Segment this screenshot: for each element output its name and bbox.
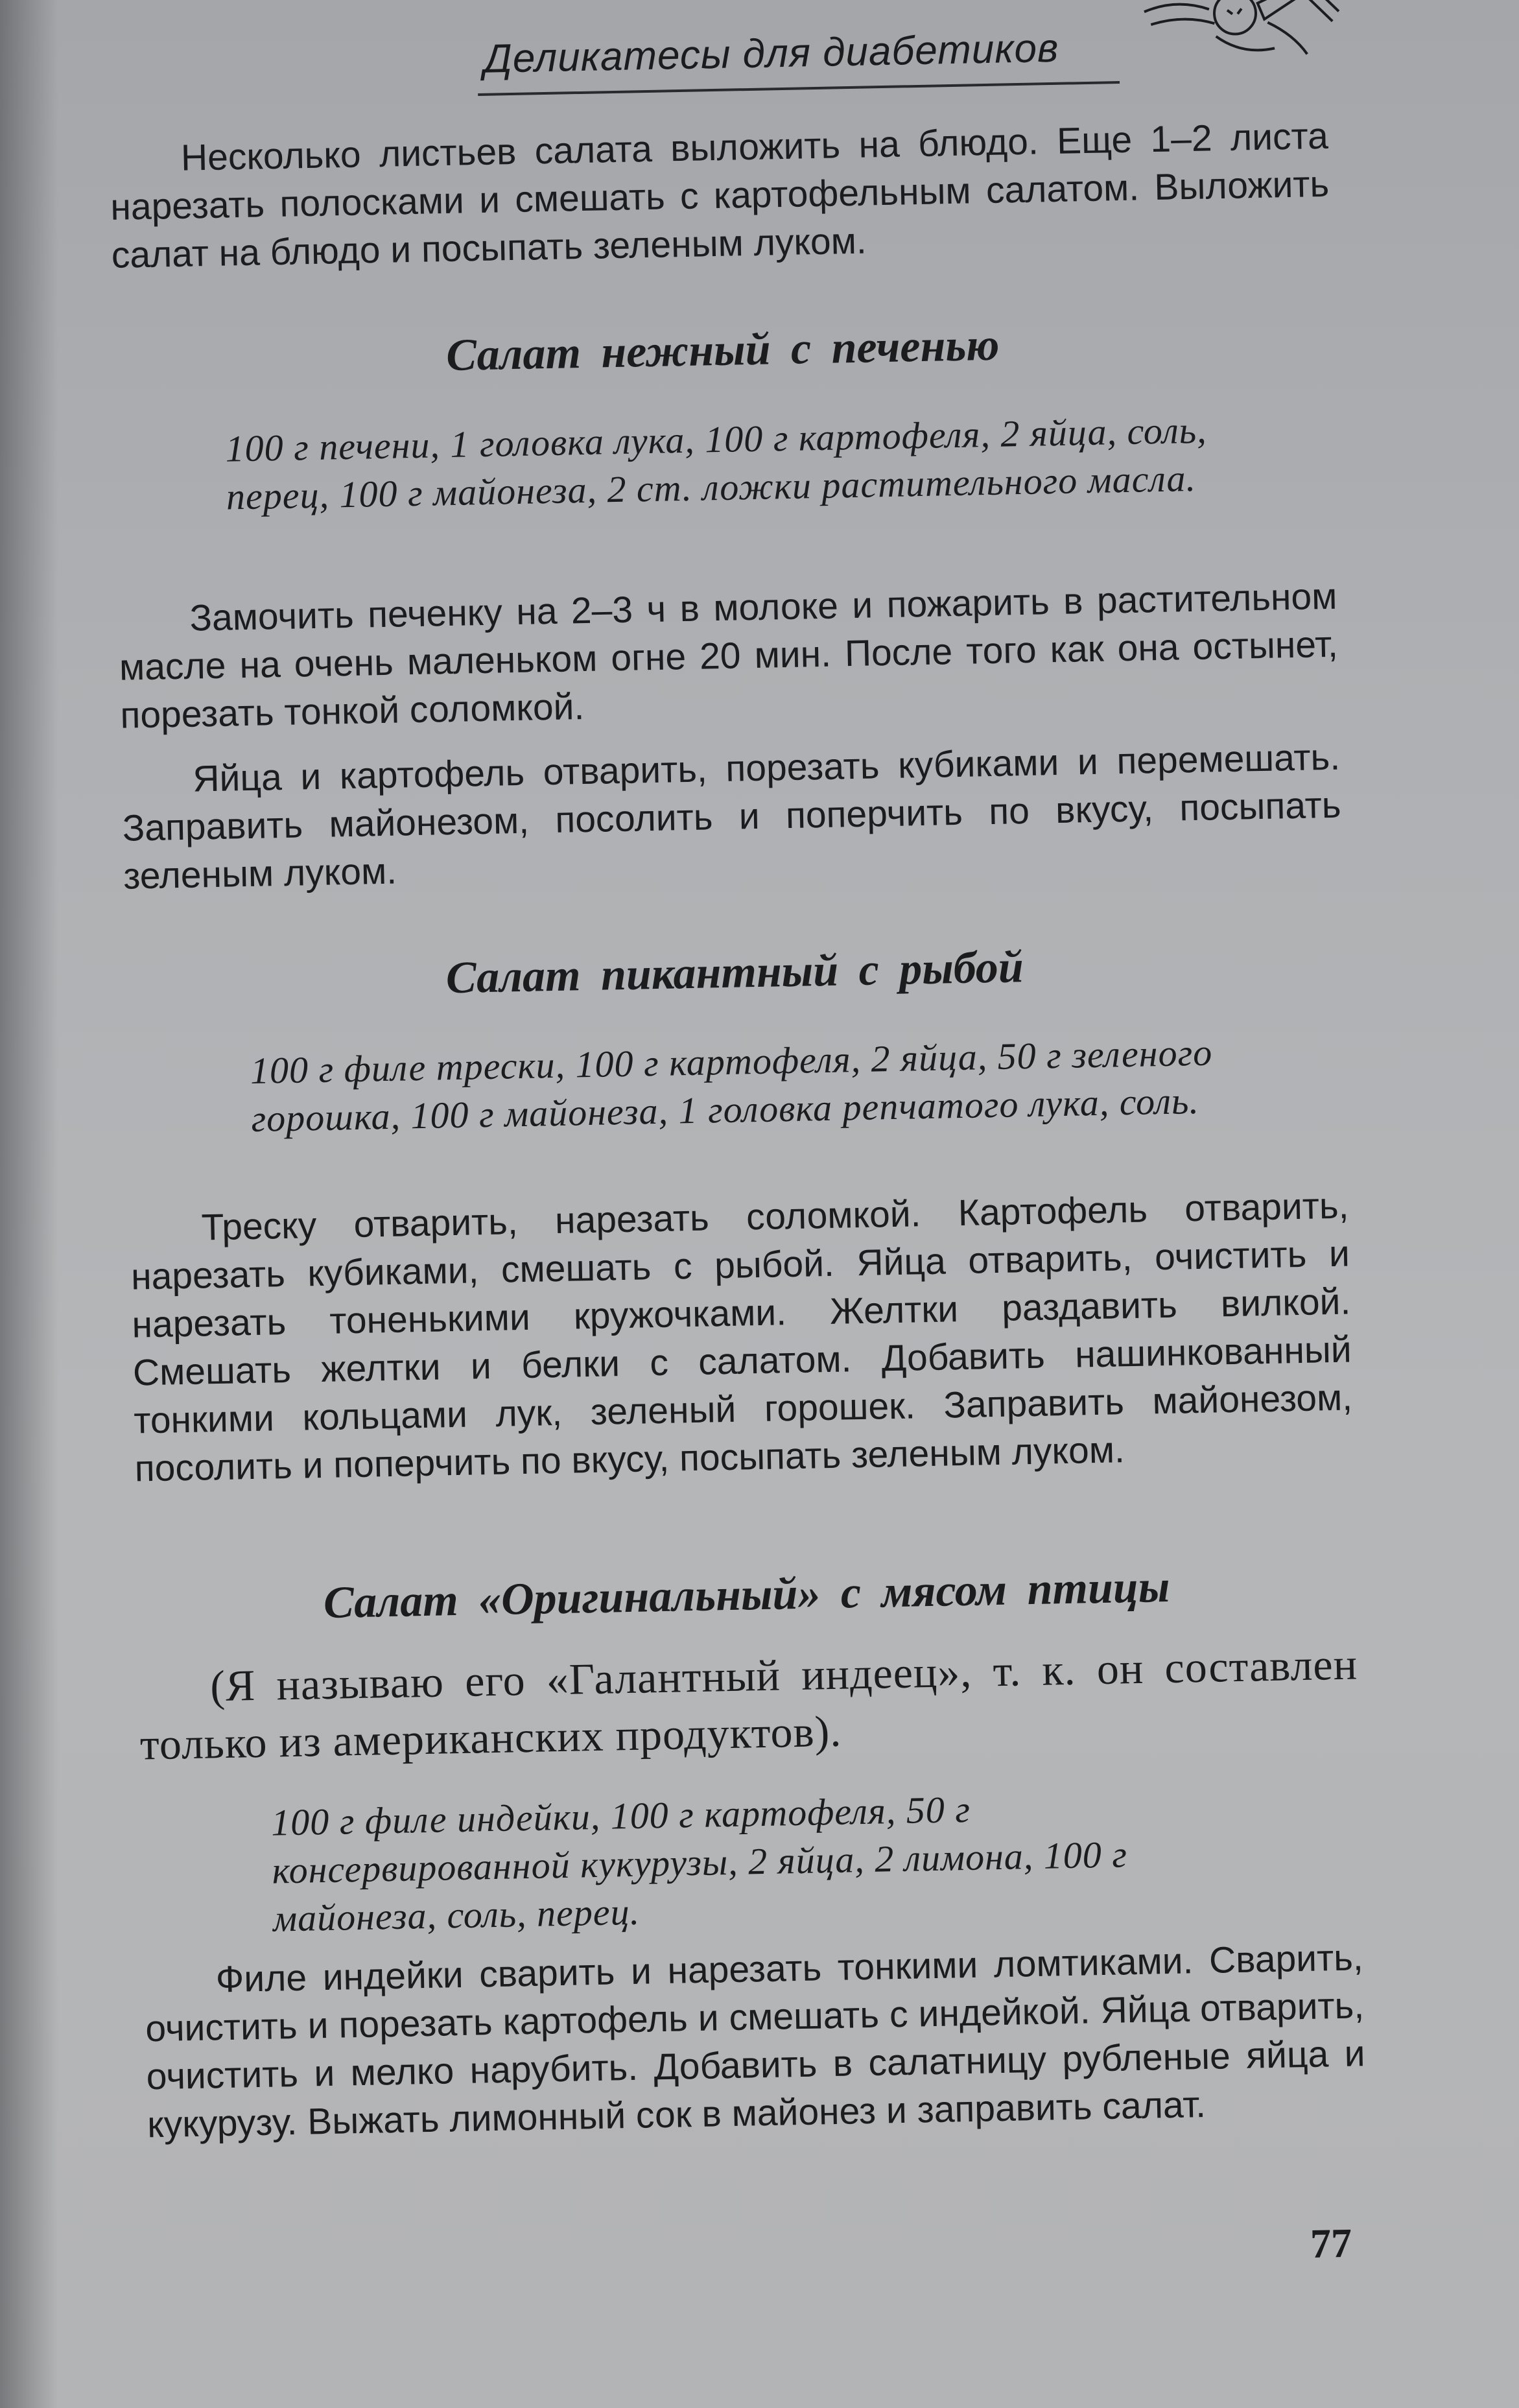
recipe-author-note: (Я называю его «Галантный индеец», т. к. он составлен только из американских продуктов).	[139, 1639, 1358, 1769]
recipe-liver-steps	[118, 572, 1343, 901]
running-head	[477, 19, 1126, 102]
recipe-poultry-steps	[144, 1933, 1366, 2149]
recipe-poultry-note-block	[138, 1635, 1359, 1773]
recipe-fish-steps	[130, 1182, 1354, 1493]
recipe-step-paragraph: Треску отварить, нарезать соломкой. Картофель отварить, нарезать кубиками, смешать с рыбой. Яйца отварить, очистить и нарезать тоненькими кружочками. Желтки раздавить вилкой. Смешать желтки и белки с салатом. Добавить нашинкованный тонкими кольцами лук, зеленый горошек. Заправить майонезом, посолить и поперчить по вкусу, посыпать зеленым луком.	[130, 1185, 1353, 1490]
recipe-liver-salad	[113, 313, 1332, 388]
recipe-poultry-ingredients-block	[271, 1780, 1259, 1942]
recipe-poultry-salad	[137, 1557, 1356, 1633]
recipe-step-paragraph: Яйца и картофель отварить, порезать кубиками и перемешать. Заправить майонезом, посолить и поперчить по вкусу, посыпать зеленым луком.	[122, 736, 1342, 897]
running-head-rule	[478, 81, 1120, 96]
recipe-ingredients: 100 г филе индейки, 100 г картофеля, 50 г консервированной кукурузы, 2 яйца, 2 лимона, 100 г майонеза, соль, перец.	[270, 1788, 1128, 1940]
recipe-liver-ingredients-block	[225, 406, 1219, 521]
intro-section	[109, 112, 1330, 279]
recipe-step-paragraph: Замочить печенку на 2–3 ч в молоке и пожарить в растительном масле на очень маленьком огне 20 мин. После того как она остынет, порезать тонкой соломкой.	[119, 575, 1339, 737]
recipe-ingredients: 100 г филе трески, 100 г картофеля, 2 яйца, 50 г зеленого горошка, 100 г майонеза, 1 головка репчатого лука, соль.	[250, 1031, 1213, 1140]
intro-paragraph: Несколько листьев салата выложить на блюдо. Еще 1–2 листа нарезать полосками и смешать с картофельным салатом. Выложить салат на блюдо и посыпать зеленым луком.	[110, 115, 1330, 276]
cartoon-chef-sketch-icon	[1137, 0, 1346, 70]
running-head-title: Деликатесы для диабетиков	[483, 25, 1059, 82]
recipe-step-paragraph: Филе индейки сварить и нарезать тонкими ломтиками. Сварить, очистить и порезать картофель и смешать с индейкой. Яйца отварить, очистить и мелко нарубить. Добавить в салатницу рубленые яйца и кукурузу. Выжать лимонный сок в майонез и заправить салат.	[145, 1937, 1366, 2146]
page-number: 77	[1310, 2219, 1352, 2267]
recipe-fish-salad	[125, 936, 1345, 1011]
recipe-title: Салат пикантный с рыбой	[445, 942, 1024, 1004]
recipe-fish-ingredients-block	[250, 1028, 1231, 1143]
recipe-title: Салат «Оригинальный» с мясом птицы	[323, 1561, 1171, 1628]
recipe-ingredients: 100 г печени, 1 головка лука, 100 г картофеля, 2 яйца, соль, перец, 100 г майонеза, 2 ст. ложки растительного масла.	[224, 408, 1208, 518]
recipe-title: Салат нежный с печенью	[445, 320, 1000, 381]
